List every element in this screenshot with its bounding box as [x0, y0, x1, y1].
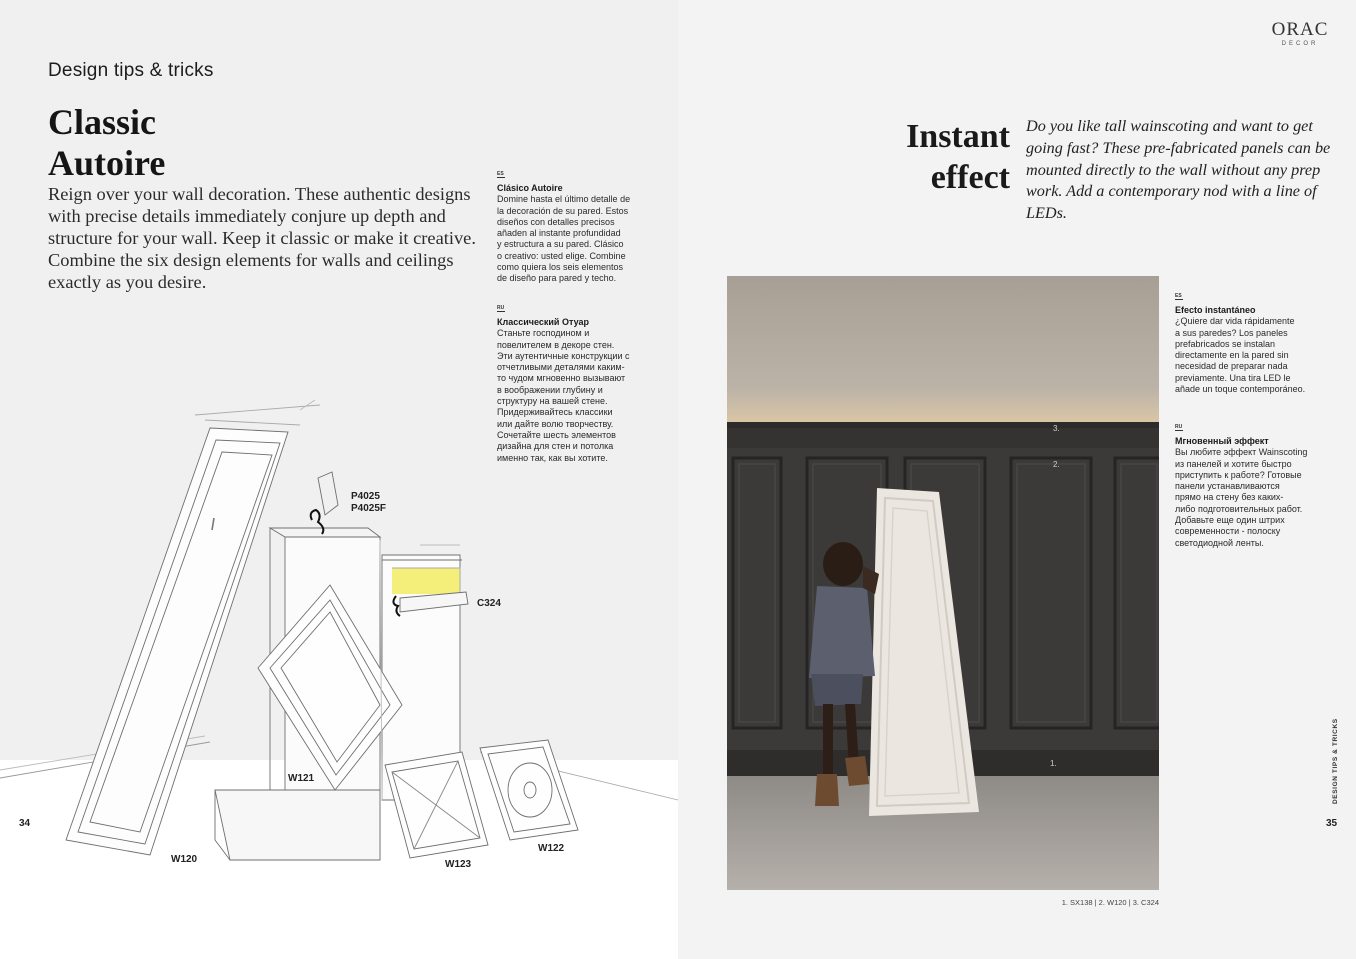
russian-heading: Классический Отуар: [497, 317, 589, 327]
spanish-text-right: [1175, 294, 1325, 395]
title-line-2: Autoire: [48, 143, 166, 183]
label-w121: W121: [288, 773, 315, 784]
language-tag-es-right: ES: [1175, 293, 1182, 299]
logo-wordmark: ORAC: [1271, 19, 1329, 40]
heading-line-2: effect: [930, 159, 1010, 196]
russian-body-right: Вы любите эффект Wainscoting из панелей и хотите быстро приступить к работе? Готовые панели устанавливаются прямо на стену без каких- либо подготовительных работ. Добавьте еще один штрих современности - полоску светодиодной ленты.: [1175, 447, 1308, 548]
language-tag-ru-right: RU: [1175, 424, 1183, 430]
photo-illustration: [727, 276, 1159, 890]
page-number-right: 35: [1326, 818, 1338, 829]
brand-logo: [1270, 20, 1330, 48]
room-photo: [727, 276, 1159, 890]
russian-body: Станьте господином и повелителем в декоре стен. Эти аутентичные конструкции с отчетливыми деталями каким- то чудом мгновенно вызывают в воображении глубину и структуру на вашей стене. Придерживайтесь классики или дайте волю творчеству. Сочетайте шесть элементов дизайна для стен и потолка именно так, как вы хотите.: [497, 328, 630, 463]
label-w123: W123: [445, 859, 472, 870]
section-eyebrow: Design tips & tricks: [48, 60, 214, 81]
label-c324: C324: [477, 598, 501, 609]
intro-quote: Do you like tall wainscoting and want to get going fast? These pre-fabricated panels can be mounted directly to the wall without any prep work. Add a contemporary nod with a line of LEDs.: [1026, 117, 1331, 223]
label-w122: W122: [538, 843, 565, 854]
spanish-heading-right: Efecto instantáneo: [1175, 305, 1256, 315]
photo-marker-1: 1.: [1050, 759, 1057, 768]
page-title: [48, 102, 348, 184]
russian-text-right: [1175, 425, 1325, 549]
photo-caption: 1. SX138 | 2. W120 | 3. C324: [1061, 898, 1159, 907]
photo-marker-3: 3.: [1053, 424, 1060, 433]
label-p4025f: P4025F: [351, 503, 387, 514]
section-heading-right: [880, 116, 1010, 198]
language-tag-es: ES: [497, 171, 504, 177]
photo-marker-2: 2.: [1053, 460, 1060, 469]
spanish-body-right: ¿Quiere dar vida rápidamente a sus paredes? Los paneles prefabricados se instalan directamente en la pared sin necesidad de preparar nada previamente. Una tira LED le añade un toque contemporáneo.: [1175, 316, 1306, 395]
side-tab-label: DESIGN TIPS & TRICKS: [1332, 718, 1339, 804]
label-w120: W120: [171, 854, 198, 865]
title-line-1: Classic: [48, 102, 156, 142]
spanish-text-left: [497, 172, 637, 285]
page-number-left: 34: [19, 818, 31, 829]
label-p4025: P4025: [351, 491, 380, 502]
language-tag-ru: RU: [497, 305, 505, 311]
logo-subline: DECOR: [1281, 41, 1319, 47]
russian-heading-right: Мгновенный эффект: [1175, 436, 1269, 446]
spanish-heading: Clásico Autoire: [497, 183, 563, 193]
moulding-sketch: [0, 400, 680, 880]
lead-paragraph: Reign over your wall decoration. These authentic designs with precise details immediately conjure up depth and structure for your wall. Keep it classic or make it creative. Combine the six design elements for walls and ceilings exactly as you desire.: [48, 184, 476, 292]
side-section-tab: [1296, 720, 1356, 810]
spanish-body: Domine hasta el último detalle de la decoración de su pared. Estos diseños con detalles precisos añaden al instante profundidad y estructura a su pared. Clásico o creativo: usted elige. Combine como quiera los seis elementos de diseño para pared y techo.: [497, 194, 631, 284]
heading-line-1: Instant: [906, 118, 1010, 155]
